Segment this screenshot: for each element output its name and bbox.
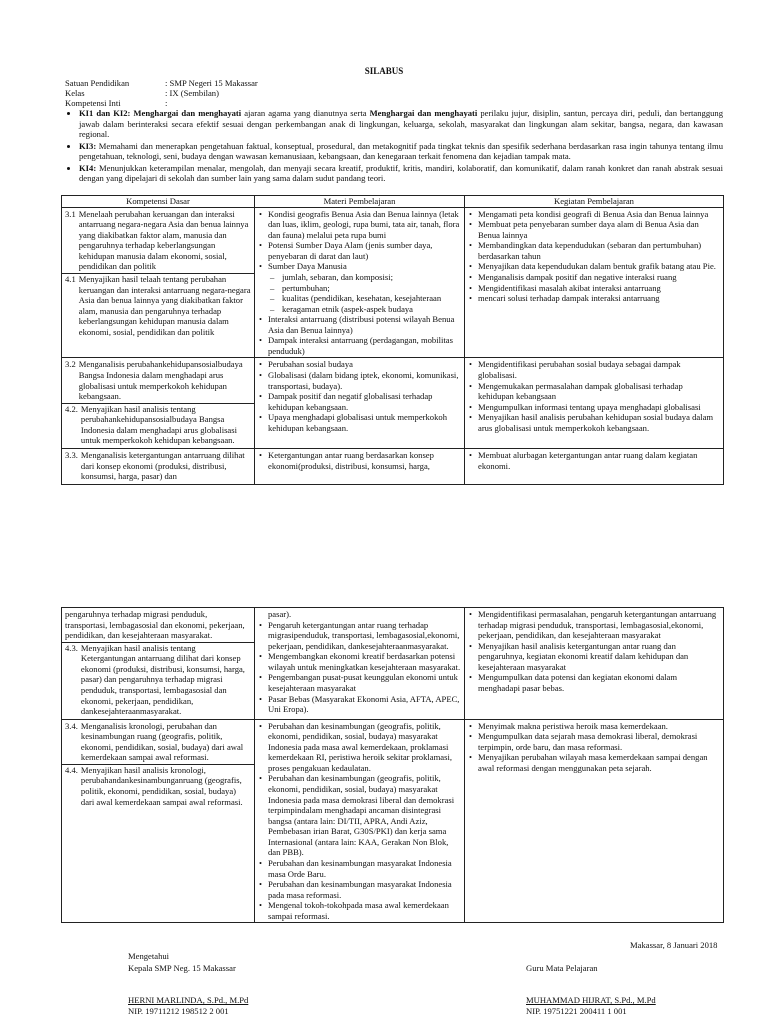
materi-item: • Perubahan dan kesinambungan masyarakat Indonesia pada masa reformasi. bbox=[268, 879, 461, 900]
materi-list bbox=[258, 209, 461, 357]
place-date: Makassar, 8 Januari 2018 bbox=[630, 940, 718, 950]
kd-number: 4.2. bbox=[65, 403, 78, 414]
kegiatan-item: • Membandingkan data kependudukan (sebaran dan pertumbuhan) berdasarkan tahun bbox=[478, 240, 720, 261]
identity-row-ki bbox=[65, 98, 167, 109]
cell-kompetensi-dasar bbox=[62, 207, 255, 358]
kegiatan-item: • Menganalisis dampak positif dan negative interaksi ruang bbox=[478, 272, 720, 283]
kd-text: Menganalisis perubahankehidupansosialbudaya Bangsa Indonesia dalam menghadapi arus globalisasi untuk memperkokoh kehidupan kebangsaan. bbox=[78, 359, 243, 402]
kd-number: 3.1 bbox=[65, 208, 76, 219]
materi-item: • Perubahan sosial budaya bbox=[268, 359, 461, 370]
materi-item: • Pengaruh ketergantungan antar ruang terhadap migrasipenduduk, transportasi, lembagasosial,ekonomi, pekerjaan, pendidikan, dankesejahteraanmasyarakat. bbox=[268, 620, 461, 652]
materi-continuation: pasar). bbox=[268, 609, 292, 619]
cell-kompetensi-dasar bbox=[62, 358, 255, 449]
cell-kegiatan-pembelajaran bbox=[465, 207, 724, 358]
cell-kegiatan-pembelajaran bbox=[465, 719, 724, 923]
cell-materi-pembelajaran bbox=[255, 608, 465, 720]
cell-kegiatan-pembelajaran bbox=[465, 358, 724, 449]
identity-value: : bbox=[165, 98, 168, 108]
kd-item bbox=[62, 450, 254, 483]
table-row bbox=[62, 719, 724, 923]
identity-row-school bbox=[65, 78, 258, 89]
materi-item: • Dampak interaksi antarruang (perdagangan, mobilitas penduduk) bbox=[268, 335, 461, 356]
kd-text: Menyajikan hasil telaah tentang perubahan keruangan dan interaksi antarruang negara-negara Asia dan benua lainnya yang diakibatkan faktor alam, manusia dan pengaruhnya terhadap keberlangsungan kehidupan manusia dalam ekonomi, sosial, pendidikan dan politik bbox=[78, 273, 251, 337]
kd-number: 3.4. bbox=[65, 720, 78, 731]
table-row bbox=[62, 207, 724, 358]
materi-sublist bbox=[268, 272, 461, 314]
identity-value: : IX (Sembilan) bbox=[165, 88, 219, 98]
materi-item: • Perubahan dan kesinambungan masyarakat Indonesia masa Orde Baru. bbox=[268, 858, 461, 879]
kd-number: 4.1 bbox=[65, 273, 76, 284]
materi-item: • Mengenal tokoh-tokohpada masa awal kemerdekaan sampai reformasi. bbox=[268, 900, 461, 921]
table-header-row bbox=[62, 196, 724, 208]
syllabus-table-continued bbox=[61, 607, 724, 923]
materi-item: • Upaya menghadapi globalisasi untuk memperkokoh kehidupan kebangsaan. bbox=[268, 412, 461, 433]
kd-item bbox=[62, 765, 254, 808]
kd-item bbox=[62, 609, 254, 643]
signature-left-name: HERNI MARLINDA, S.Pd., M.Pd bbox=[128, 995, 249, 1005]
materi-item: • Pengembangan pusat-pusat keunggulan ekonomi untuk kesejahteraan masyarakat bbox=[268, 672, 461, 693]
kegiatan-item: • Mengamati peta kondisi geografi di Benua Asia dan Benua lainnya bbox=[478, 209, 720, 220]
signature-right-role: Guru Mata Pelajaran bbox=[526, 963, 598, 973]
kegiatan-item: • Mengidentifikasi masalah akibat interaksi antarruang bbox=[478, 283, 720, 294]
kd-text: Menganalisis ketergantungan antarruang dilihat dari konsep ekonomi (produksi, distribusi, konsumsi, harga, pasar) dan bbox=[80, 449, 245, 482]
kegiatan-item: • Mengumpulkan data sejarah masa demokrasi liberal, demokrasi terpimpin, orde baru, dan masa reformasi. bbox=[478, 731, 720, 752]
signature-left-heading: Mengetahui bbox=[128, 951, 170, 961]
materi-item: • Sumber Daya Manusia – jumlah, sebaran, dan komposisi; – pertumbuhan; – kualitas (pendidikan, kesehatan, kesejahteraan – keragaman etnik (aspek-aspek budaya bbox=[268, 261, 461, 314]
header-kegiatan-pembelajaran: Kegiatan Pembelajaran bbox=[465, 196, 724, 208]
kegiatan-item: • Mengemukakan permasalahan dampak globalisasi terhadap kehidupan kebangsaan bbox=[478, 381, 720, 402]
kegiatan-item: • Mengidentifikasi perubahan sosial budaya sebagai dampak globalisasi. bbox=[478, 359, 720, 380]
materi-item: • Globalisasi (dalam bidang iptek, ekonomi, komunikasi, transportasi, budaya). bbox=[268, 370, 461, 391]
kegiatan-item: • Mengumpulkan informasi tentang upaya menghadapi globalisasi bbox=[478, 402, 720, 413]
kd-text: Menyajikan hasil analisis tentang perubahankehidupansosialbudaya Bangsa Indonesia dalam menghadapi arus globalisasi untuk memperkokoh kehidupan kebangsaan. bbox=[80, 403, 237, 446]
signature-left-nip: NIP. 19711212 198512 2 001 bbox=[128, 1006, 229, 1016]
cell-kegiatan-pembelajaran bbox=[465, 608, 724, 720]
materi-list bbox=[258, 721, 461, 922]
kegiatan-list bbox=[468, 209, 720, 304]
materi-item: • Perubahan dan kesinambungan (geografis, politik, ekonomi, pendidikan, sosial, budaya) masyarakat Indonesia pada masa demokrasi liberal dan demokrasi terpimpindalam menghadapi ancaman disintegrasi bangsa (antara lain: DI/TII, APRA, Andi Aziz, Pembebasan irian Barat, G30S/PKI) dan kerja sama Internasional (antara lain: KAA, Gerakan Non Blok, dan PBB). bbox=[268, 773, 461, 858]
signature-left-role: Kepala SMP Neg. 15 Makassar bbox=[128, 963, 236, 973]
cell-materi-pembelajaran bbox=[255, 719, 465, 923]
materi-subitem: – pertumbuhan; bbox=[282, 283, 461, 294]
kd-item bbox=[62, 404, 254, 447]
identity-label: Kompetensi Inti bbox=[65, 98, 121, 108]
table-row bbox=[62, 358, 724, 449]
materi-list bbox=[258, 450, 461, 471]
kd-text: Menyajikan hasil analisis kronologi, perubahandankesinambunganruang (geografis, politik, ekonomi, pendidikan, sosial, budaya) dari awal kemerdekaan sampai awal reformasi. bbox=[80, 764, 243, 807]
table-row bbox=[62, 608, 724, 720]
kegiatan-list bbox=[468, 359, 720, 433]
ki-item: • KI4: Menunjukkan keterampilan menalar, mengolah, dan menyaji secara kreatif, produktif, kritis, mandiri, kolaboratif, dan komunikatif, dalam ranah konkret dan ranah abstrak sesuai dengan yang dipelajari di sekolah dan sumber lain yang sama dalam sudut pandang teori. bbox=[79, 163, 723, 184]
cell-kompetensi-dasar bbox=[62, 719, 255, 923]
signature-right-name: MUHAMMAD HIJRAT, S.Pd., M.Pd bbox=[526, 995, 656, 1005]
kegiatan-item: • Menyajikan data kependudukan dalam bentuk grafik batang atau Pie. bbox=[478, 261, 720, 272]
materi-item: • Dampak positif dan negatif globalisasi terhadap kehidupan kebangsaan. bbox=[268, 391, 461, 412]
kegiatan-item: • Mengumpulkan data potensi dan kegiatan ekonomi dalam menghadapi pasar bebas. bbox=[478, 672, 720, 693]
signature-right-nip: NIP. 19751221 200411 1 001 bbox=[526, 1006, 627, 1016]
materi-list bbox=[258, 359, 461, 433]
kd-item bbox=[62, 274, 254, 338]
cell-materi-pembelajaran bbox=[255, 448, 465, 484]
kd-number: 3.2 bbox=[65, 359, 76, 370]
kd-number: 4.4. bbox=[65, 764, 78, 775]
cell-kompetensi-dasar bbox=[62, 608, 255, 720]
header-materi-pembelajaran: Materi Pembelajaran bbox=[255, 196, 465, 208]
kd-number: 4.3. bbox=[65, 642, 78, 653]
identity-value: : SMP Negeri 15 Makassar bbox=[165, 78, 258, 88]
kd-number: 3.3. bbox=[65, 449, 78, 460]
materi-item: • Ketergantungan antar ruang berdasarkan konsep ekonomi(produksi, distribusi, konsumsi, harga, bbox=[268, 450, 461, 471]
materi-item: • Interaksi antarruang (distribusi potensi wilayah Benua Asia dan Benua lainnya) bbox=[268, 314, 461, 335]
kegiatan-item: • Menyajikan hasil analisis ketergantungan antar ruang dan pengaruhnya, kegiatan ekonomi kreatif dalam kehidupan dan kesejahteraan masyarakat bbox=[478, 641, 720, 673]
kegiatan-list bbox=[468, 609, 720, 694]
kegiatan-list bbox=[468, 721, 720, 774]
cell-kompetensi-dasar bbox=[62, 448, 255, 484]
kegiatan-item: • Menyimak makna peristiwa heroik masa kemerdekaan. bbox=[478, 721, 720, 732]
table-row bbox=[62, 448, 724, 484]
page-title: SILABUS bbox=[364, 66, 404, 76]
materi-item: • Pasar Bebas (Masyarakat Ekonomi Asia, AFTA, APEC, Uni Eropa). bbox=[268, 694, 461, 715]
kompetensi-inti-list bbox=[65, 108, 723, 185]
ki-item: • KI3: Memahami dan menerapkan pengetahuan faktual, konseptual, prosedural, dan metakognitif pada tingkat teknis dan spesifik sederhana berdasarkan rasa ingin tahunya tentang ilmu pengetahuan, teknologi, seni, budaya dengan wawasan kemanusiaan, kebangsaan, dan kenegaraan terkait fenomena dan kejadian tampak mata. bbox=[79, 141, 723, 162]
ki-item: • KI1 dan KI2: Menghargai dan menghayati ajaran agama yang dianutnya serta Menghargai dan menghayati perilaku jujur, disiplin, santun, percaya diri, peduli, dan bertanggung jawab dalam berinteraksi secara efektif sesuai dengan perkembangan anak di lingkungan, keluarga, sekolah, masyarakat dan lingkungan alam sekitar, bangsa, negara, dan kawasan regional. bbox=[79, 108, 723, 140]
cell-materi-pembelajaran bbox=[255, 358, 465, 449]
materi-item: • Kondisi geografis Benua Asia dan Benua lainnya (letak dan luas, iklim, geologi, rupa bumi, tata air, tanah, flora dan fauna) melalui peta rupa bumi bbox=[268, 209, 461, 241]
materi-item: • Potensi Sumber Daya Alam (jenis sumber daya, penyebaran di darat dan laut) bbox=[268, 240, 461, 261]
kd-text: Menganalisis kronologi, perubahan dan kesinambungan ruang (geografis, politik, ekonomi, pendidikan, sosial, budaya) dari awal kemerdekaan sampai awal reformasi. bbox=[80, 720, 244, 763]
kd-item bbox=[62, 209, 254, 274]
materi-subitem: – jumlah, sebaran, dan komposisi; bbox=[282, 272, 461, 283]
identity-label: Satuan Pendidikan bbox=[65, 78, 130, 88]
materi-list bbox=[258, 620, 461, 715]
identity-row-class bbox=[65, 88, 219, 99]
header-kompetensi-dasar: Kompetensi Dasar bbox=[62, 196, 255, 208]
kd-text: pengaruhnya terhadap migrasi penduduk, transportasi, lembagasosial dan ekonomi, pekerjaan, pendidikan, dan kesejahteraan masyarakat. bbox=[65, 609, 245, 641]
kegiatan-item: • Membuat peta penyebaran sumber daya alam di Benua Asia dan Benua lainnya bbox=[478, 219, 720, 240]
kegiatan-list bbox=[468, 450, 720, 471]
kegiatan-item: • mencari solusi terhadap dampak interaksi antarruang bbox=[478, 293, 720, 304]
kd-text: Menyajikan hasil analisis tentang Ketergantungan antarruang dilihat dari konsep ekonomi (produksi, distribusi, konsumsi, harga, pasar) dan pengaruhnya terhadap migrasi penduduk, transportasi, lembagasosial dan ekonomi, pekerjaan, pendidikan, dankesejahteraanmasyarakat. bbox=[80, 642, 245, 717]
kd-item bbox=[62, 359, 254, 403]
kegiatan-item: • Membuat alurbagan ketergantungan antar ruang dalam kegiatan ekonomi. bbox=[478, 450, 720, 471]
kd-text: Menelaah perubahan keruangan dan interaksi antarruang negara-negara Asia dan benua lainnya yang diakibatkan faktor alam, manusia dan pengaruhnya terhadap keberlangsungan kehidupan manusia dalam ekonomi, sosial, pendidikan dan politik bbox=[78, 208, 249, 272]
kegiatan-item: • Menyajikan perubahan wilayah masa kemerdekaan sampai dengan awal reformasi dengan menggunakan peta sejarah. bbox=[478, 752, 720, 773]
materi-item: • Perubahan dan kesinambungan (geografis, politik, ekonomi, pendidikan, sosial, budaya) masyarakat Indonesia pada masa awal kemerdekaan, proklamasi kemerdekaan RI, peristiwa heroik sekitar proklamasi, proses pengakuan kedaulatan. bbox=[268, 721, 461, 774]
syllabus-table bbox=[61, 195, 724, 485]
materi-item: • Mengembangkan ekonomi kreatif berdasarkan potensi wilayah untuk meningkatkan kesejahteraan masyarakat. bbox=[268, 651, 461, 672]
kegiatan-item: • Menyajikan hasil analisis perubahan kehidupan sosial budaya dalam arus globalisasi untuk memperkokoh kebangsaan. bbox=[478, 412, 720, 433]
materi-subitem: – keragaman etnik (aspek-aspek budaya bbox=[282, 304, 461, 315]
kd-item bbox=[62, 721, 254, 765]
cell-materi-pembelajaran bbox=[255, 207, 465, 358]
cell-kegiatan-pembelajaran bbox=[465, 448, 724, 484]
kegiatan-item: • Mengidentifikasi permasalahan, pengaruh ketergantungan antarruang terhadap migrasi penduduk, transportasi, lembagasosial,ekonomi, pekerjaan, pendidikan, dan kesejahteraan masyarakat bbox=[478, 609, 720, 641]
identity-label: Kelas bbox=[65, 88, 85, 98]
materi-subitem: – kualitas (pendidikan, kesehatan, kesejahteraan bbox=[282, 293, 461, 304]
kd-item bbox=[62, 643, 254, 718]
